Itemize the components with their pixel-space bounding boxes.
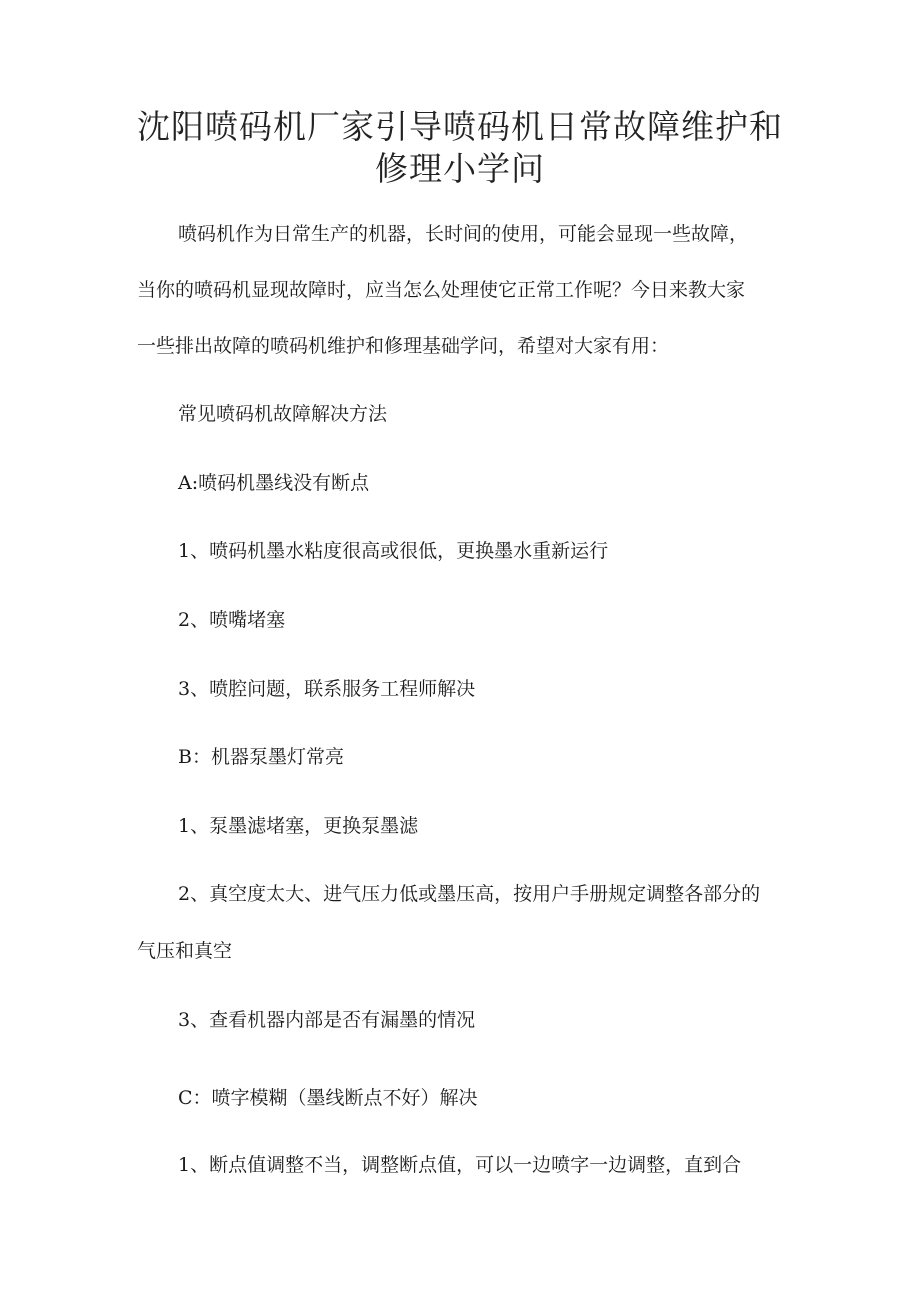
intro-paragraph-line-1: 喷码机作为日常生产的机器，长时间的使用，可能会显现一些故障，	[178, 223, 749, 245]
section-a-item-1: 1、喷码机墨水粘度很高或很低，更换墨水重新运行	[178, 540, 609, 562]
section-a-title: A:喷码机墨线没有断点	[178, 472, 370, 494]
document-title-line-1: 沈阳喷码机厂家引导喷码机日常故障维护和	[137, 107, 783, 146]
document-title-line-2: 修理小学问	[375, 149, 545, 188]
section-b-item-1: 1、泵墨滤堵塞，更换泵墨滤	[178, 815, 419, 837]
section-b-item-2-line-1: 2、真空度太大、进气压力低或墨压高，按用户手册规定调整各部分的	[178, 883, 761, 905]
section-a-item-3: 3、喷腔问题，联系服务工程师解决	[178, 678, 476, 700]
section-b-item-3: 3、查看机器内部是否有漏墨的情况	[178, 1009, 476, 1031]
section-b-title: B：机器泵墨灯常亮	[178, 746, 344, 768]
section-c-item-1: 1、断点值调整不当，调整断点值，可以一边喷字一边调整，直到合	[178, 1154, 742, 1176]
intro-paragraph-line-2: 当你的喷码机显现故障时，应当怎么处理使它正常工作呢？今日来教大家	[137, 279, 746, 301]
section-c-title: C：喷字模糊（墨线断点不好）解决	[178, 1087, 478, 1109]
section-b-item-2-line-2: 气压和真空	[137, 940, 233, 962]
intro-paragraph-line-3: 一些排出故障的喷码机维护和修理基础学问，希望对大家有用：	[137, 335, 670, 357]
section-heading: 常见喷码机故障解决方法	[178, 403, 388, 425]
section-a-item-2: 2、喷嘴堵塞	[178, 609, 286, 631]
